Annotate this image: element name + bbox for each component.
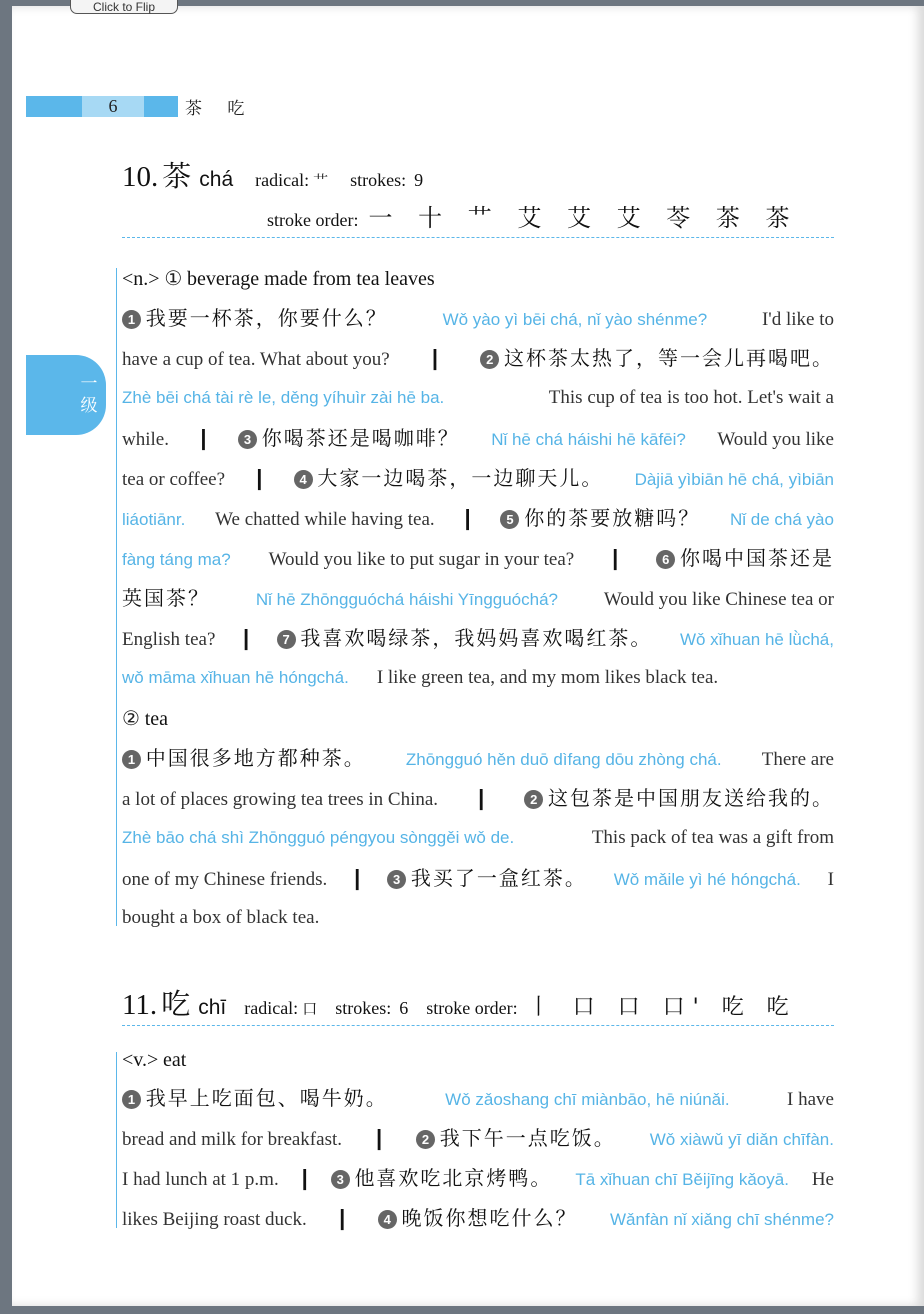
entry-11-header (122, 982, 797, 1023)
level-side-tab[interactable] (26, 355, 106, 435)
example-chinese: 他喜欢吃北京烤鸭。 (354, 1166, 553, 1190)
example-pinyin: fàng táng ma? (122, 550, 231, 569)
example-line (122, 858, 834, 898)
example-line (122, 898, 834, 938)
part-of-speech: <v.> (122, 1049, 159, 1071)
example-number-badge: 7 (277, 630, 296, 649)
entry-number: 10. (122, 161, 159, 193)
stroke-order-sequence: 丨 口 口 口' 吃 吃 (527, 995, 797, 1020)
entry-10-stroke-order (267, 198, 799, 233)
example-line (122, 738, 834, 778)
sense-marker: ② (122, 706, 140, 730)
example-english: We chatted while having tea. (215, 509, 435, 530)
example-line (122, 538, 834, 578)
example-chinese: 我买了一盒红茶。 (410, 866, 587, 890)
example-pinyin: wǒ māma xǐhuan hē hóngchá. (122, 668, 349, 687)
example-line (122, 658, 834, 698)
example-number-badge: 1 (122, 310, 141, 329)
example-english: I have (787, 1089, 834, 1110)
example-chinese: 英国茶？ (122, 586, 210, 610)
example-number-badge: 1 (122, 1090, 141, 1109)
entry-pinyin: chá (199, 168, 234, 191)
example-pinyin: Nǐ de chá yào (730, 510, 834, 529)
example-pinyin: Zhè bēi chá tài rè le, děng yíhuìr zài hē ba. (122, 388, 445, 407)
example-chinese: 中国很多地方都种茶。 (145, 746, 366, 770)
example-number-badge: 3 (331, 1170, 350, 1189)
example-number-badge: 3 (238, 430, 257, 449)
example-line (122, 778, 834, 818)
example-english: He (811, 1169, 834, 1190)
example-pinyin: liáotiānr. (122, 510, 186, 529)
example-chinese: 我早上吃面包、喝牛奶。 (145, 1086, 388, 1110)
sense-definition: tea (144, 708, 168, 730)
example-separator: | (354, 865, 361, 890)
example-english: one of my Chinese friends. (122, 869, 328, 890)
example-separator: | (242, 625, 250, 650)
entry-10-header (122, 154, 423, 195)
example-separator: | (200, 425, 207, 450)
example-pinyin: Zhè bāo chá shì Zhōngguó péngyou sònggěi wǒ de. (122, 828, 515, 847)
example-chinese: 你的茶要放糖吗？ (524, 506, 701, 530)
entry-11-divider (122, 1025, 834, 1026)
example-line (122, 1118, 834, 1158)
radical-value: 艹 (313, 172, 329, 190)
entry-hanzi: 吃 (161, 987, 191, 1021)
example-pinyin: Dàjiā yìbiān hē chá, yìbiān (634, 470, 834, 489)
example-number-badge: 5 (500, 510, 519, 529)
example-separator: | (301, 1165, 308, 1190)
example-english: a lot of places growing tea trees in China. (122, 789, 439, 810)
dictionary-page (12, 0, 924, 1306)
example-separator: | (478, 785, 485, 810)
sense-definition: eat (163, 1049, 187, 1071)
example-line (122, 578, 834, 618)
example-pinyin: Nǐ hē chá háishi hē kāfēi? (491, 430, 686, 449)
example-english: while. (122, 429, 169, 450)
example-pinyin: Wǒ xǐhuan hē lǜchá, (679, 630, 834, 649)
example-english: Would you like (717, 429, 834, 450)
example-pinyin: Wǒ xiàwǔ yī diǎn chīfàn. (649, 1130, 834, 1149)
example-pinyin: Wǒ mǎile yì hé hóngchá. (613, 870, 801, 889)
example-english: This cup of tea is too hot. Let's wait a (548, 387, 834, 408)
page-number: 6 (108, 96, 118, 116)
example-chinese: 我下午一点吃饭。 (439, 1126, 616, 1150)
example-chinese: 这杯茶太热了，等一会儿再喝吧。 (504, 346, 834, 370)
example-pinyin: Wǎnfàn nǐ xiǎng chī shénme? (610, 1210, 834, 1229)
example-english: Would you like to put sugar in your tea? (268, 549, 575, 570)
strokes-value: 9 (414, 170, 424, 190)
stroke-order-label: stroke order: (267, 210, 359, 230)
example-chinese: 我喜欢喝绿茶，我妈妈喜欢喝红茶。 (300, 626, 653, 650)
entry-pinyin: chī (198, 996, 227, 1019)
header-words: 茶 吃 (185, 99, 255, 119)
strokes-value: 6 (399, 998, 409, 1018)
header-bar-left (26, 96, 82, 117)
example-chinese: 大家一边喝茶，一边聊天儿。 (317, 466, 604, 490)
sense-1-heading (122, 258, 834, 298)
example-pinyin: Nǐ hē Zhōngguóchá háishi Yīngguóchá? (255, 590, 558, 609)
example-number-badge: 4 (378, 1210, 397, 1229)
example-pinyin: Tā xǐhuan chī Běijīng kǎoyā. (575, 1170, 789, 1189)
example-english: I like green tea, and my mom likes black tea. (376, 667, 719, 688)
example-english: bread and milk for breakfast. (122, 1129, 342, 1150)
example-line (122, 458, 834, 498)
example-english: likes Beijing roast duck. (122, 1209, 307, 1230)
radical-label: radical: (255, 170, 310, 190)
example-english: English tea? (122, 629, 216, 650)
example-pinyin: Wǒ yào yì bēi chá, nǐ yào shénme? (442, 310, 708, 329)
example-line (122, 618, 834, 658)
example-chinese: 我要一杯茶，你要什么？ (145, 306, 388, 330)
example-separator: | (375, 1125, 383, 1150)
entry-10-margin-line (116, 268, 117, 926)
example-english: Would you like Chinese tea or (603, 589, 834, 610)
stroke-order-label: stroke order: (426, 998, 518, 1018)
entry-number: 11. (122, 989, 158, 1021)
example-line (122, 378, 834, 418)
sense-2-heading (122, 698, 834, 738)
example-line (122, 818, 834, 858)
entry-10-divider (122, 237, 834, 238)
example-separator: | (431, 345, 439, 370)
example-english: I'd like to (761, 309, 834, 330)
example-chinese: 这包茶是中国朋友送给我的。 (547, 786, 834, 810)
strokes-label: strokes: (350, 170, 407, 190)
example-line (122, 1078, 834, 1118)
example-separator: | (256, 465, 263, 490)
example-english: have a cup of tea. What about you? (122, 349, 390, 370)
example-line (122, 498, 834, 538)
example-number-badge: 4 (294, 470, 313, 489)
radical-label: radical: (244, 998, 299, 1018)
example-number-badge: 1 (122, 750, 141, 769)
example-line (122, 1198, 834, 1238)
example-pinyin: Zhōngguó hěn duō dìfang dōu zhòng chá. (405, 750, 722, 769)
example-number-badge: 2 (524, 790, 543, 809)
click-to-flip-button[interactable]: Click to Flip (70, 0, 178, 14)
example-separator: | (339, 1205, 346, 1230)
example-line (122, 338, 834, 378)
stroke-order-sequence: 一 十 艹 艾 艾 艾 苓 茶 茶 (368, 204, 799, 232)
example-english: bought a box of black tea. (122, 907, 320, 928)
example-number-badge: 3 (387, 870, 406, 889)
example-line (122, 418, 834, 458)
sense-marker: ① (164, 266, 183, 290)
example-pinyin: Wǒ zǎoshang chī miànbāo, hē niúnǎi. (445, 1090, 730, 1109)
example-number-badge: 2 (480, 350, 499, 369)
example-line (122, 298, 834, 338)
example-line (122, 1158, 834, 1198)
example-number-badge: 6 (656, 550, 675, 569)
example-number-badge: 2 (416, 1130, 435, 1149)
example-chinese: 你喝中国茶还是 (680, 546, 834, 570)
example-chinese: 晚饭你想吃什么？ (401, 1206, 578, 1230)
example-english: tea or coffee? (122, 469, 226, 490)
entry-hanzi: 茶 (162, 159, 192, 193)
entry-11-definition (122, 1040, 834, 1080)
example-separator: | (464, 505, 471, 530)
entry-11-margin-line (116, 1052, 117, 1228)
example-english: There are (761, 749, 834, 770)
example-english: I (827, 869, 834, 890)
strokes-label: strokes: (335, 998, 392, 1018)
sense-definition: beverage made from tea leaves (187, 268, 435, 290)
part-of-speech: <n.> (122, 268, 160, 290)
example-english: I had lunch at 1 p.m. (122, 1169, 279, 1190)
side-tab-label: 一级 (80, 374, 98, 416)
example-english: This pack of tea was a gift from (591, 827, 834, 848)
radical-value: 口 (302, 1000, 318, 1018)
example-separator: | (612, 545, 619, 570)
header-bar-right (144, 96, 178, 117)
example-chinese: 你喝茶还是喝咖啡？ (261, 426, 460, 450)
